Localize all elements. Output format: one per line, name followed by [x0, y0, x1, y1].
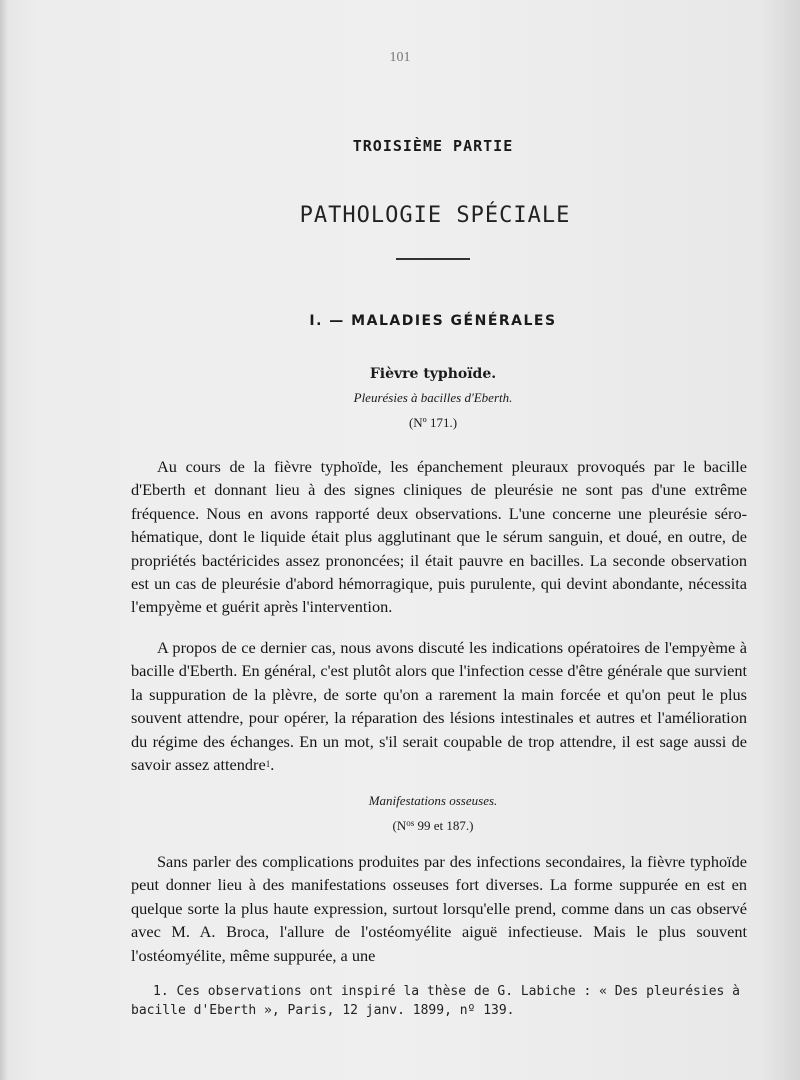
paragraph-2-text [131, 636, 747, 776]
part-title: TROISIÈME PARTIE [352, 137, 514, 155]
title-rule [396, 258, 470, 260]
section-title: PATHOLOGIE SPÉCIALE [299, 203, 571, 228]
paragraph-2-end: . [270, 755, 275, 775]
paragraph-3 [131, 850, 747, 967]
footnote [131, 982, 751, 1020]
chapter-title: I. — MALADIES GÉNÉRALES [309, 313, 557, 329]
subject-reference: (Nº 171.) [408, 415, 458, 430]
subject-subheading: Pleurésies à bacilles d'Eberth. [353, 390, 513, 405]
paragraph-2-body: A propos de ce dernier cas, nous avons discuté les indications opératoires de l'empyème à bacille d'Eberth. En général, c'est plutôt alors que l'infection cesse d'être générale que survient la suppuration de la plèvre, de sorte qu'on a rarement la main forcée et qu'on peut le plus souvent attendre, pour opérer, la réparation des lésions intestinales et autres et l'amélioration du régime des échanges. En un mot, s'il serait coupable de trop attendre, il est sage aussi de savoir assez attendre [131, 638, 747, 775]
manif-ref-rest: 99 et 187.) [414, 818, 474, 833]
manifestations-heading: Manifestations osseuses. [368, 793, 498, 808]
page-number: 101 [389, 50, 411, 65]
manif-ref-sup: os [406, 818, 415, 828]
paragraph-2 [131, 636, 747, 776]
paragraph-1 [131, 455, 747, 619]
manif-ref-prefix: (N [392, 818, 407, 833]
manifestations-reference [0, 818, 800, 834]
paragraph-3-text: Sans parler des complications produites par des infections secondaires, la fièvre typhoïde peut donner lieu à des manifestations osseuses fort diverses. La forme suppurée en est en quelque sorte la plus haute expression, surtout lorsqu'elle prend, comme dans un cas observé avec M. A. Broca, l'allure de l'ostéomyélite aiguë infectieuse. Mais le plus souvent l'ostéomyélite, même suppurée, a une [131, 852, 747, 965]
footnote-text: Ces observations ont inspiré la thèse de G. Labiche : « Des pleurésies à bacille d'Eberth », Paris, 12 janv. 1899, nº 139. [131, 984, 741, 1018]
footnote-mark: 1 [265, 759, 271, 770]
subject-heading: Fièvre typhoïde. [369, 366, 497, 382]
paragraph-1-text: Au cours de la fièvre typhoïde, les épanchement pleuraux provoqués par le bacille d'Eberth et donnant lieu à des signes cliniques de pleurésie ne sont pas d'une extrême fréquence. Nous en avons rapporté deux observations. L'une concerne une pleurésie séro-hématique, dont le liquide était plus agglutinant que le sérum sanguin, et doué, en outre, de propriétés bactéricides assez prononcées; il était pauvre en bacilles. La seconde observation est un cas de pleurésie d'abord hémorragique, puis purulente, qui devint abondante, nécessita l'empyème et guérit après l'intervention. [131, 457, 747, 617]
footnote-number: 1. [153, 984, 169, 999]
